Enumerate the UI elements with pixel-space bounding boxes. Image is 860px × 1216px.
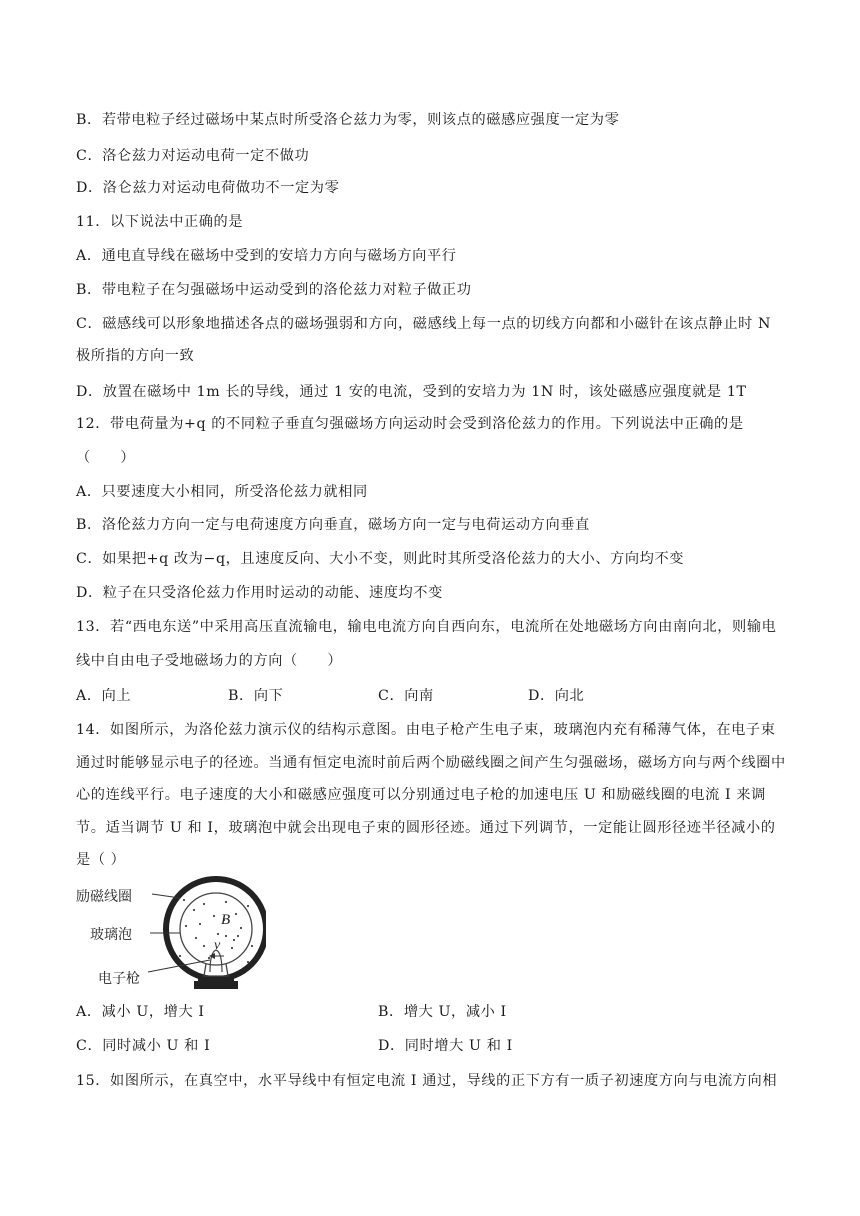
q14-option-a: A．减小 U，增大 I bbox=[76, 1004, 205, 1020]
q13-option-c: C．向南 bbox=[378, 688, 434, 704]
symbol-velocity: v bbox=[214, 938, 221, 953]
q14-option-d: D．同时增大 U 和 I bbox=[378, 1038, 513, 1054]
q12-option-a: A．只要速度大小相同，所受洛伦兹力就相同 bbox=[76, 484, 368, 500]
stand-base-top bbox=[198, 977, 234, 981]
q12-option-d: D．粒子在只受洛伦兹力作用时运动的动能、速度均不变 bbox=[76, 585, 443, 601]
q14-option-c: C．同时减小 U 和 I bbox=[76, 1038, 211, 1054]
q11-option-a: A．通电直导线在磁场中受到的安培力方向与磁场方向平行 bbox=[76, 248, 457, 264]
stand-base bbox=[194, 981, 238, 989]
q14-stem: 14．如图所示，为洛伦兹力演示仪的结构示意图。由电子枪产生电子束，玻璃泡内充有稀薄气体，在电子束通过时能够显示电子的径迹。当通有恒定电流时前后两个励磁线圈之间产生匀强磁场，磁场方向与两个线圈中心的连线平行。电子速度的大小和磁感应强度可以分别通过电子枪的加速电压 U 和励磁线圈的电流 I 来调节。适当调节 U 和 I，玻璃泡中就会出现电子束的圆形径迹。通过下列调节，一定能让圆形径迹半径减小的是（ ） bbox=[76, 722, 786, 868]
q10-option-c: C．洛仑兹力对运动电荷一定不做功 bbox=[76, 148, 310, 164]
q10-option-d: D．洛仑兹力对运动电荷做功不一定为零 bbox=[76, 180, 340, 196]
q13-option-d: D．向北 bbox=[528, 688, 585, 704]
label-excitation-coil: 励磁线圈 bbox=[76, 889, 132, 905]
q12-option-c: C．如果把+q 改为−q，且速度反向、大小不变，则此时其所受洛伦兹力的大小、方向均不变 bbox=[76, 551, 685, 567]
q15-stem: 15．如图所示，在真空中，水平导线中有恒定电流 I 通过，导线的正下方有一质子初速度方向与电流方向相 bbox=[76, 1073, 778, 1089]
q13-stem-line1: 13．若“西电东送”中采用高压直流输电，输电电流方向自西向东，电流所在处地磁场方向由南向北，则输电 bbox=[76, 619, 777, 635]
label-electron-gun: 电子枪 bbox=[98, 971, 140, 987]
q11-option-b: B．带电粒子在匀强磁场中运动受到的洛伦兹力对粒子做正功 bbox=[76, 282, 472, 298]
label-glass-bulb: 玻璃泡 bbox=[90, 927, 132, 943]
q11-option-c-line2: 极所指的方向一致 bbox=[76, 348, 195, 364]
bulb-neck bbox=[204, 964, 228, 976]
q14-option-b: B．增大 U，减小 I bbox=[378, 1004, 507, 1020]
q13-option-b: B．向下 bbox=[228, 688, 284, 704]
lorentz-demonstrator-figure bbox=[76, 876, 266, 998]
excitation-coil-ring bbox=[166, 879, 266, 979]
q10-option-b: B．若带电粒子经过磁场中某点时所受洛仑兹力为零，则该点的磁感应强度一定为零 bbox=[76, 112, 620, 128]
q11-option-c-line1: C．磁感线可以形象地描述各点的磁场强弱和方向，磁感线上每一点的切线方向都和小磁针在该点静止时 N bbox=[76, 316, 772, 332]
q11-stem: 11．以下说法中正确的是 bbox=[76, 214, 244, 230]
q12-option-b: B．洛伦兹力方向一定与电荷速度方向垂直，磁场方向一定与电荷运动方向垂直 bbox=[76, 517, 590, 533]
q11-option-d: D．放置在磁场中 1m 长的导线，通过 1 安的电流，受到的安培力为 1N 时，该处磁感应强度就是 1T bbox=[76, 384, 747, 400]
q13-option-a: A．向上 bbox=[76, 688, 132, 704]
symbol-magnetic-field: B bbox=[221, 912, 231, 928]
q12-stem-line1: 12．带电荷量为+q 的不同粒子垂直匀强磁场方向运动时会受到洛伦兹力的作用。下列说法中正确的是 bbox=[76, 416, 744, 432]
q13-stem-line2: 线中自由电子受地磁场力的方向（ ） bbox=[76, 653, 343, 669]
q12-stem-line2: （ ） bbox=[76, 450, 136, 466]
